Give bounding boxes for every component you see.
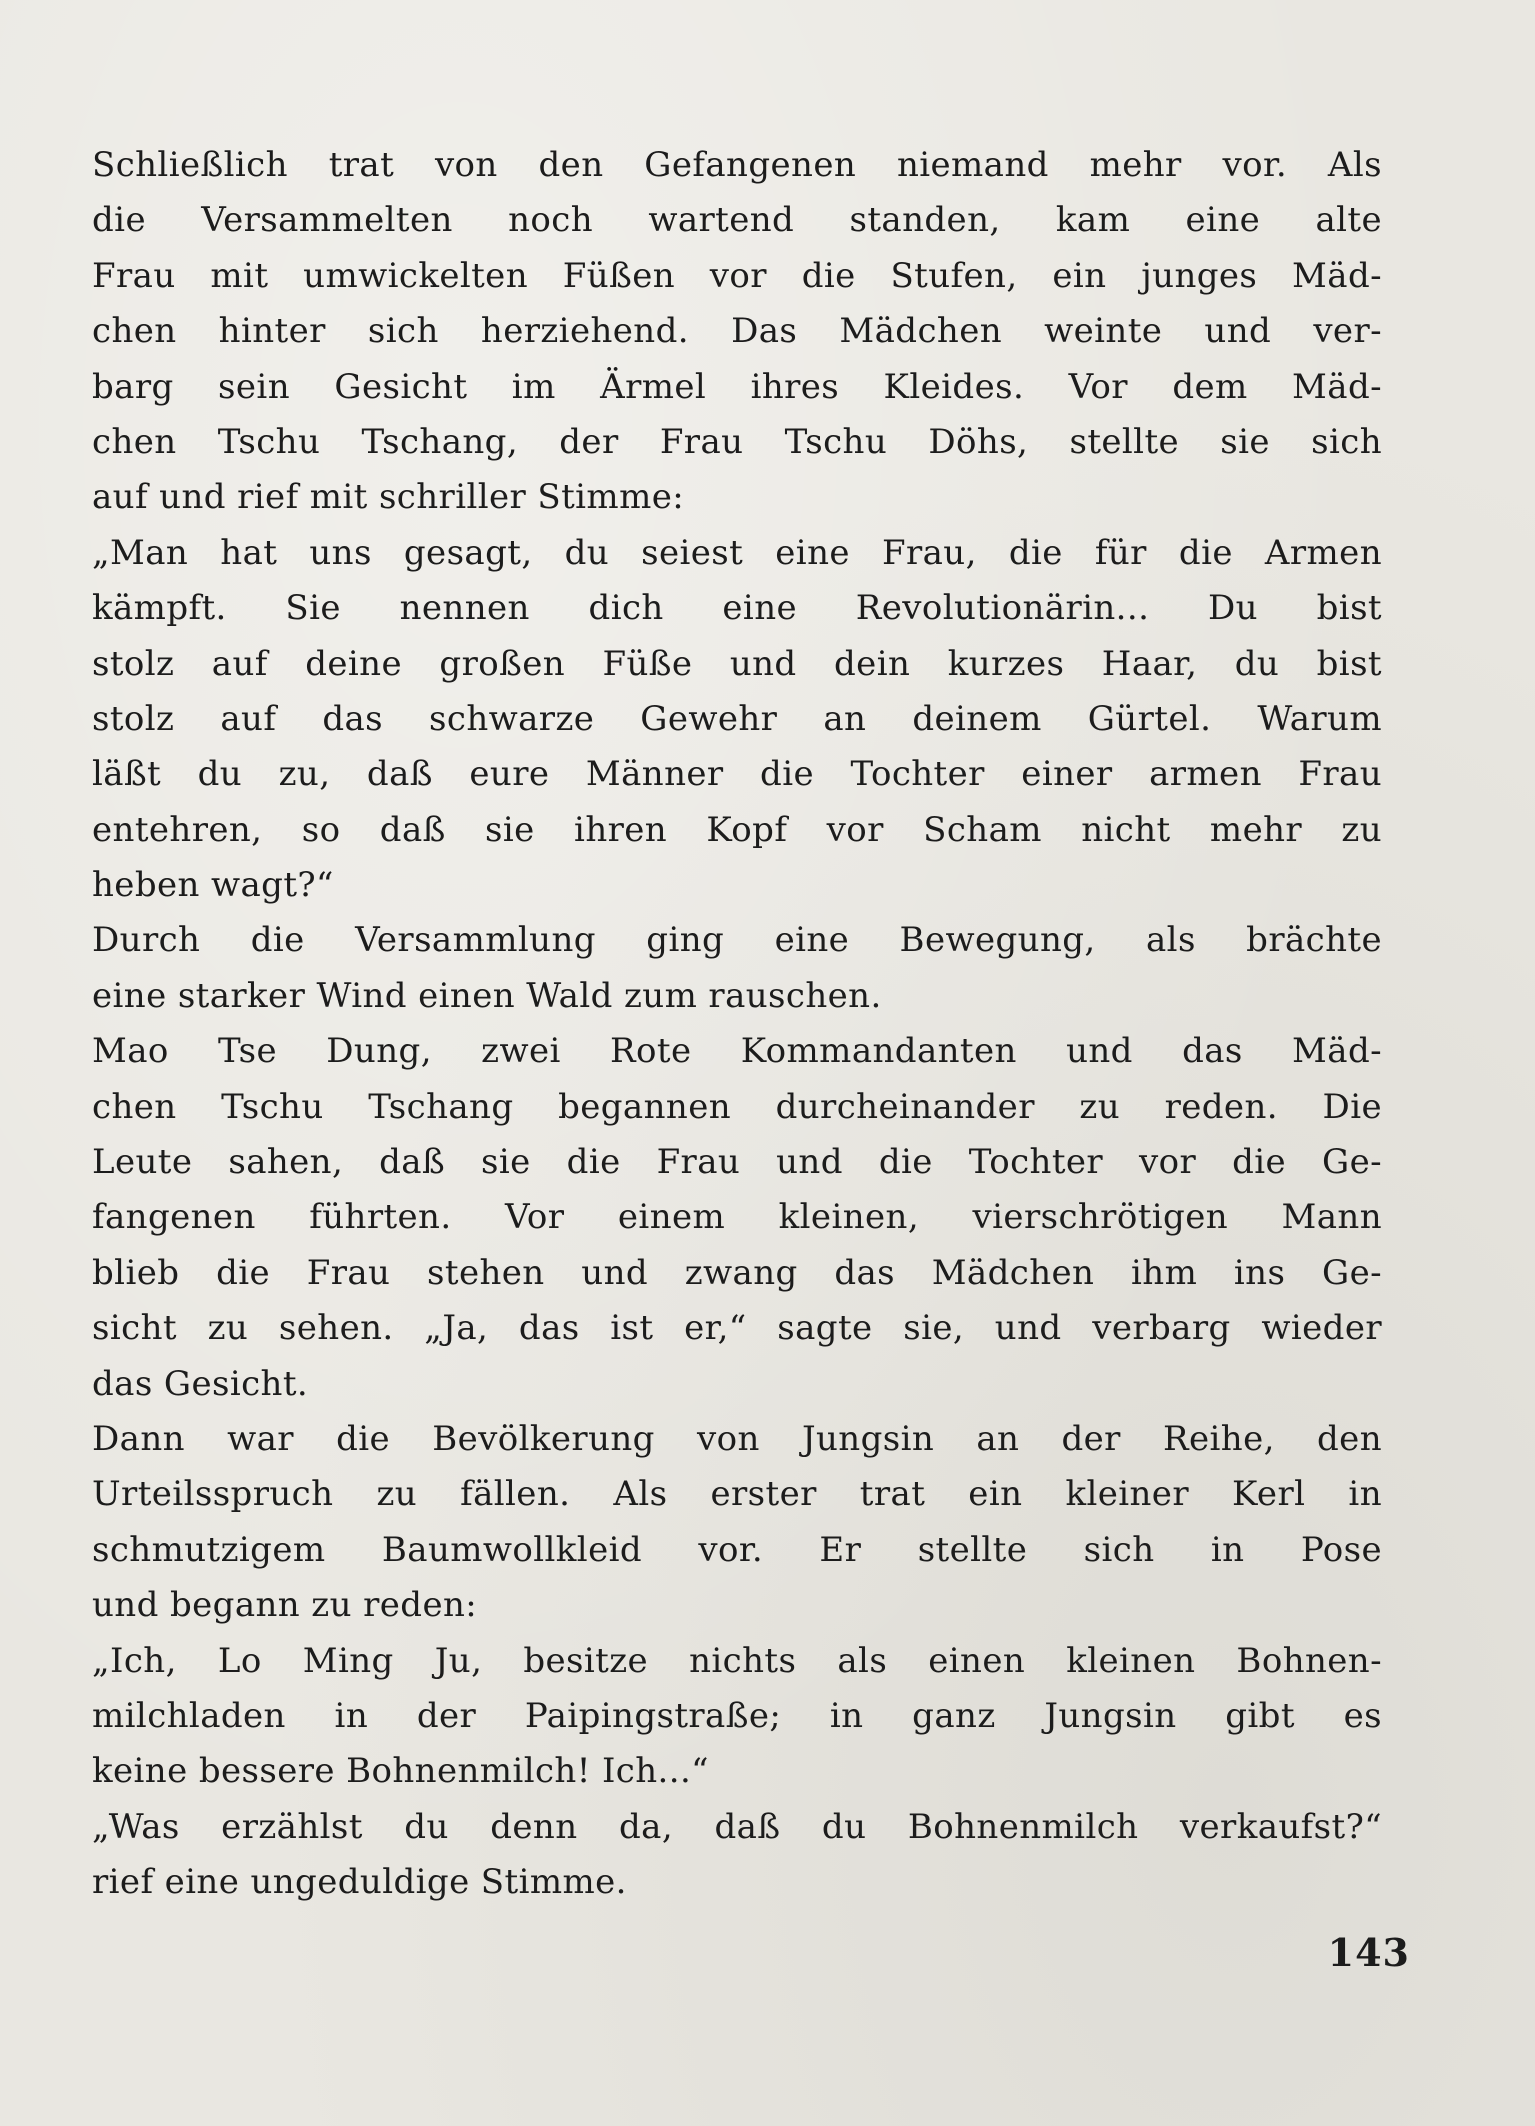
text-line: die Versammelten noch wartend standen, kam eine alte: [92, 200, 1382, 241]
page-body: [92, 138, 1382, 1911]
text-line: stolz auf das schwarze Gewehr an deinem Gürtel. Warum: [92, 698, 1382, 739]
text-line: chen Tschu Tschang, der Frau Tschu Döhs, stellte sie sich: [92, 421, 1382, 462]
text-line: Dann war die Bevölkerung von Jungsin an der Reihe, den: [92, 1418, 1382, 1459]
text-line: stolz auf deine großen Füße und dein kurzes Haar, du bist: [92, 643, 1382, 684]
text-line: eine starker Wind einen Wald zum rauschen.: [92, 975, 882, 1016]
text-line: sicht zu sehen. „Ja, das ist er,“ sagte sie, und verbarg wieder: [92, 1308, 1382, 1349]
text-line: „Ich, Lo Ming Ju, besitze nichts als einen kleinen Bohnen-: [92, 1640, 1382, 1681]
text-line: das Gesicht.: [92, 1363, 309, 1404]
text-line: „Was erzählst du denn da, daß du Bohnenmilch verkaufst?“: [92, 1806, 1382, 1847]
text-line: Schließlich trat von den Gefangenen niemand mehr vor. Als: [92, 145, 1382, 185]
page-number: 143: [1327, 1930, 1410, 1975]
text-line: Frau mit umwickelten Füßen vor die Stufen, ein junges Mäd-: [92, 255, 1382, 296]
text-line: „Man hat uns gesagt, du seiest eine Frau, die für die Armen: [92, 532, 1382, 573]
text-line: schmutzigem Baumwollkleid vor. Er stellte sich in Pose: [92, 1529, 1382, 1570]
text-line: und begann zu reden:: [92, 1585, 478, 1626]
text-line: kämpft. Sie nennen dich eine Revolutionärin... Du bist: [92, 588, 1382, 629]
text-line: Leute sahen, daß sie die Frau und die Tochter vor die Ge-: [92, 1142, 1382, 1183]
text-line: milchladen in der Paipingstraße; in ganz Jungsin gibt es: [92, 1695, 1382, 1736]
text-line: Urteilsspruch zu fällen. Als erster trat ein kleiner Kerl in: [92, 1474, 1382, 1515]
text-line: läßt du zu, daß eure Männer die Tochter einer armen Frau: [92, 754, 1382, 795]
text-line: chen hinter sich herziehend. Das Mädchen weinte und ver-: [92, 311, 1382, 352]
text-line: blieb die Frau stehen und zwang das Mädchen ihm ins Ge-: [92, 1252, 1382, 1293]
text-line: heben wagt?“: [92, 865, 334, 906]
text-line: fangenen führten. Vor einem kleinen, vierschrötigen Mann: [92, 1197, 1382, 1238]
text-line: keine bessere Bohnenmilch! Ich...“: [92, 1751, 709, 1792]
text-line: entehren, so daß sie ihren Kopf vor Scham nicht mehr zu: [92, 809, 1382, 850]
text-line: barg sein Gesicht im Ärmel ihres Kleides. Vor dem Mäd-: [92, 366, 1382, 407]
text-line: rief eine ungeduldige Stimme.: [92, 1862, 627, 1903]
text-line: chen Tschu Tschang begannen durcheinander zu reden. Die: [92, 1086, 1382, 1127]
text-line: auf und rief mit schriller Stimme:: [92, 477, 685, 518]
text-line: Mao Tse Dung, zwei Rote Kommandanten und das Mäd-: [92, 1031, 1382, 1072]
text-line: Durch die Versammlung ging eine Bewegung, als brächte: [92, 920, 1382, 961]
